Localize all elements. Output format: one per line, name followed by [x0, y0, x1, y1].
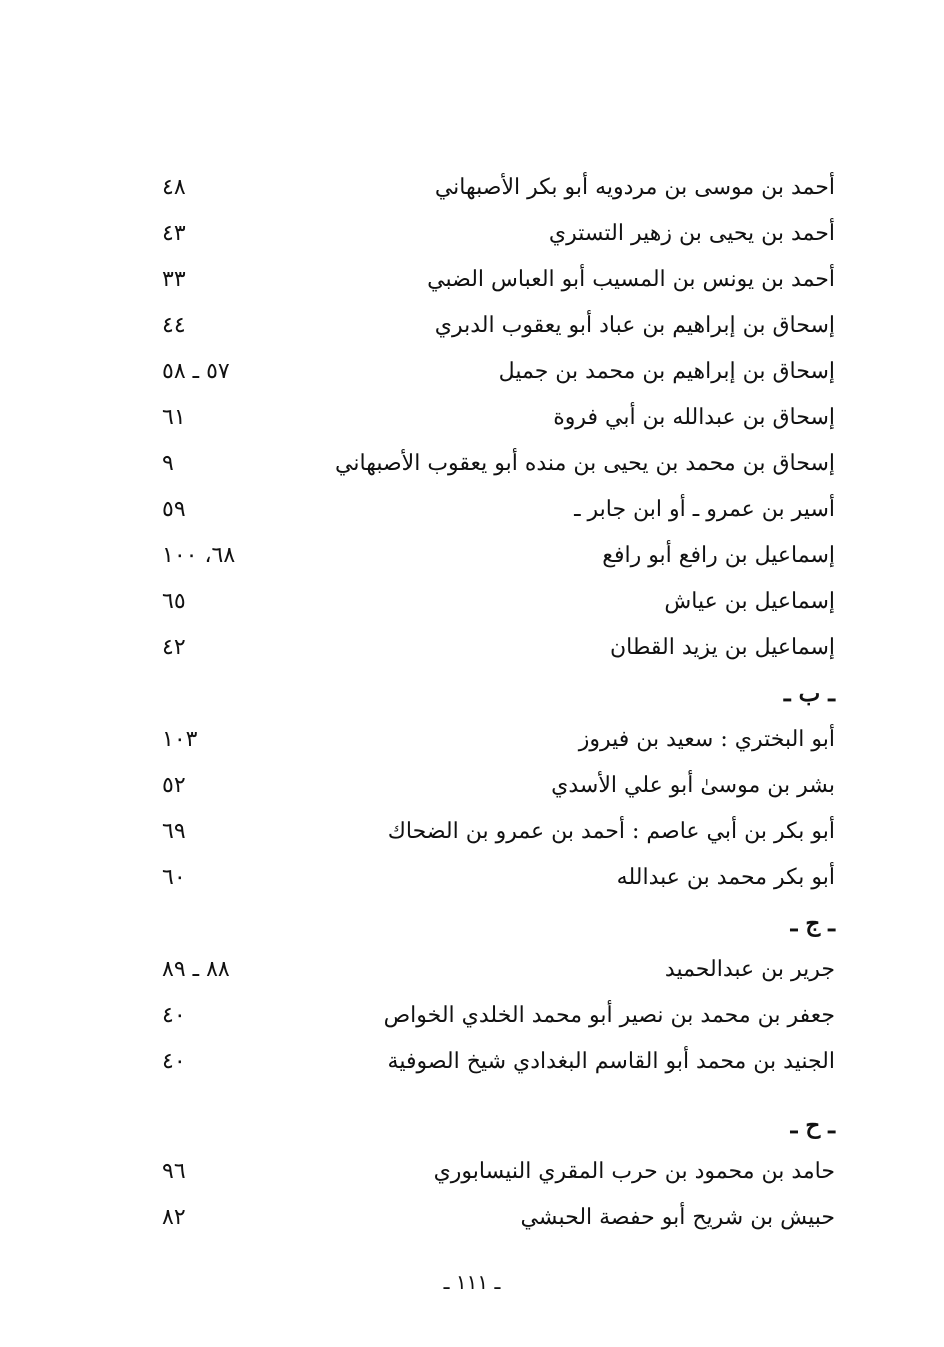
- index-entry: [150, 257, 835, 303]
- entry-name: أبو بكر بن أبي عاصم : أحمد بن عمرو بن الضحاك: [387, 819, 835, 844]
- index-entry: [150, 947, 835, 993]
- entry-name: بشر بن موسىٰ أبو علي الأسدي: [551, 773, 835, 798]
- entry-pages: ٤٣: [162, 221, 186, 246]
- entry-pages: ٦٥: [162, 589, 186, 614]
- index-entry: [150, 809, 835, 855]
- entry-name: الجنيد بن محمد أبو القاسم البغدادي شيخ الصوفية: [387, 1049, 835, 1074]
- index-entry: [150, 441, 835, 487]
- entry-pages: ٥٩: [162, 497, 186, 522]
- entry-name: أحمد بن يونس بن المسيب أبو العباس الضبي: [427, 267, 835, 292]
- entry-name: أحمد بن يحيى بن زهير التستري: [548, 221, 835, 246]
- index-entry: [150, 855, 835, 901]
- entry-name: إسماعيل بن يزيد القطان: [609, 635, 835, 660]
- entry-name: إسحاق بن محمد بن يحيى بن منده أبو يعقوب الأصبهاني: [335, 451, 835, 476]
- index-entry: [150, 625, 835, 671]
- index-entry: [150, 165, 835, 211]
- entry-name: جرير بن عبدالحميد: [664, 957, 835, 982]
- entry-pages: ٦٨، ١٠٠: [162, 543, 236, 568]
- entry-name: إسحاق بن إبراهيم بن عباد أبو يعقوب الدبري: [434, 313, 835, 338]
- index-entry: [150, 395, 835, 441]
- index-entry: [150, 717, 835, 763]
- entry-pages: ١٠٣: [162, 727, 198, 752]
- entry-pages: ٣٣: [162, 267, 186, 292]
- page-number: ـ ١١١ ـ: [443, 1270, 501, 1294]
- entry-pages: ٨٢: [162, 1205, 186, 1230]
- entry-pages: ٦٩: [162, 819, 186, 844]
- section-heading: ـ ب ـ: [783, 680, 835, 707]
- entry-name: حبيش بن شريح أبو حفصة الحبشي: [520, 1205, 835, 1230]
- entry-name: إسحاق بن إبراهيم بن محمد بن جميل: [498, 359, 835, 384]
- section-heading: ـ ح ـ: [790, 1112, 835, 1139]
- entry-name: أبو بكر محمد بن عبدالله: [616, 865, 835, 890]
- entry-pages: ٥٧ ـ ٥٨: [162, 359, 230, 384]
- index-entry: [150, 579, 835, 625]
- entry-name: أحمد بن موسى بن مردويه أبو بكر الأصبهاني: [434, 175, 835, 200]
- entry-name: أبو البختري : سعيد بن فيروز: [578, 727, 835, 752]
- index-entry: [150, 1195, 835, 1241]
- index-entry: [150, 993, 835, 1039]
- entry-pages: ٨٨ ـ ٨٩: [162, 957, 230, 982]
- entry-pages: ٤٠: [162, 1003, 186, 1028]
- entry-pages: ٩٦: [162, 1159, 186, 1184]
- entry-pages: ٦١: [162, 405, 186, 430]
- entry-name: أسير بن عمرو ـ أو ابن جابر ـ: [574, 497, 835, 522]
- index-entry: [150, 1149, 835, 1195]
- entry-name: إسماعيل بن عياش: [664, 589, 835, 614]
- entry-name: جعفر بن محمد بن نصير أبو محمد الخلدي الخواص: [383, 1003, 835, 1028]
- index-entry: [150, 533, 835, 579]
- index-entry: [150, 211, 835, 257]
- index-entry: [150, 349, 835, 395]
- entry-pages: ٤٠: [162, 1049, 186, 1074]
- entry-pages: ٤٢: [162, 635, 186, 660]
- entry-name: إسحاق بن عبدالله بن أبي فروة: [553, 405, 835, 430]
- entry-pages: ٦٠: [162, 865, 186, 890]
- entry-name: إسماعيل بن رافع أبو رافع: [602, 543, 835, 568]
- entry-pages: ٤٨: [162, 175, 186, 200]
- index-entry: [150, 303, 835, 349]
- index-entry: [150, 763, 835, 809]
- index-entry: [150, 487, 835, 533]
- section-heading: ـ ج ـ: [790, 910, 835, 937]
- entry-pages: ٩: [162, 451, 174, 476]
- index-entry: [150, 1039, 835, 1085]
- entry-name: حامد بن محمود بن حرب المقري النيسابوري: [433, 1159, 835, 1184]
- entry-pages: ٥٢: [162, 773, 186, 798]
- index-list: [150, 165, 835, 1241]
- entry-pages: ٤٤: [162, 313, 186, 338]
